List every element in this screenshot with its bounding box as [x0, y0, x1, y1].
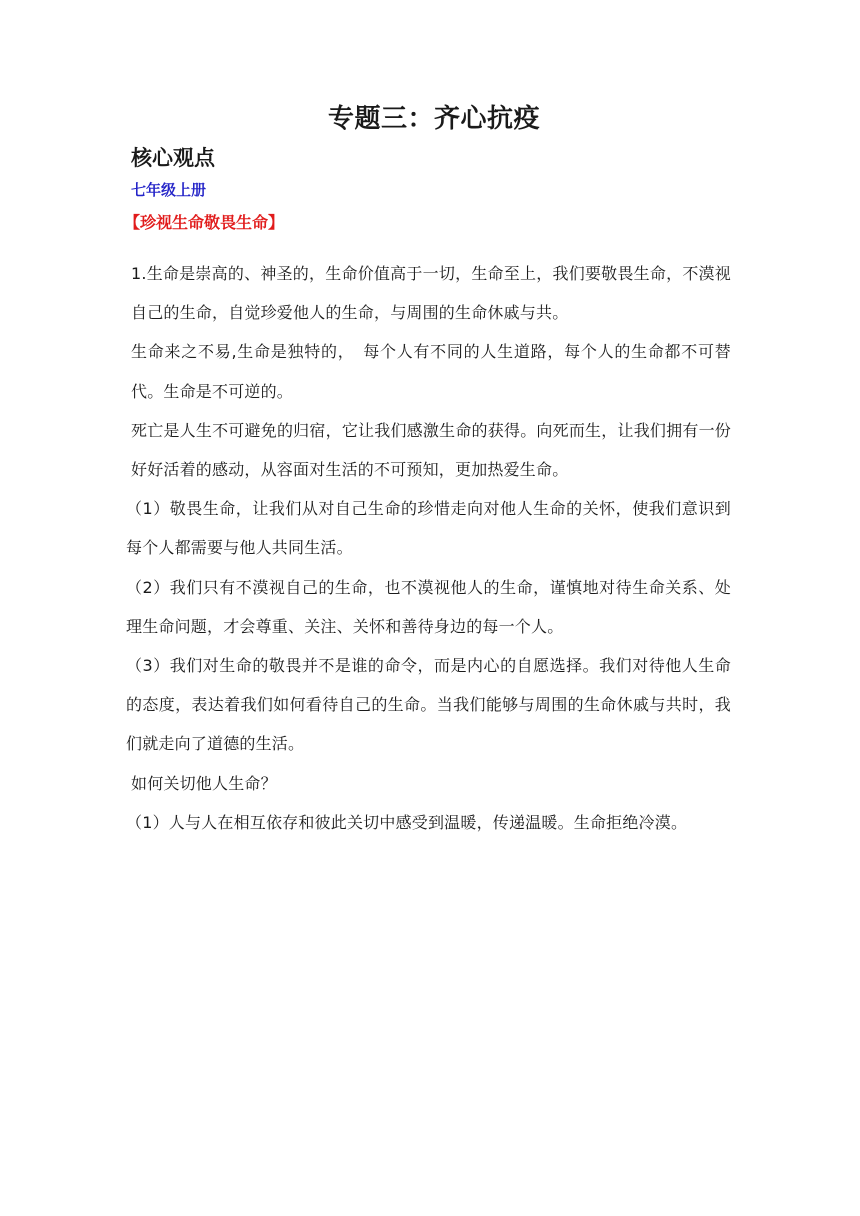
section-heading: 核心观点: [131, 146, 215, 170]
paragraph: 死亡是人生不可避免的归宿，它让我们感激生命的获得。向死而生，让我们拥有一份好好活着的感动，从容面对生活的不可预知，更加热爱生命。: [131, 420, 731, 480]
grade-label: 七年级上册: [131, 181, 207, 199]
document-body: [126, 254, 731, 842]
paragraph: （2）我们只有不漠视自己的生命，也不漠视他人的生命，谨慎地对待生命关系、处理生命问题，才会尊重、关注、关怀和善待身边的每一个人。: [126, 577, 731, 636]
paragraph: （1）敬畏生命，让我们从对自己生命的珍惜走向对他人生命的关怀，使我们意识到每个人都需要与他人共同生活。: [126, 499, 731, 558]
paragraph: 1.生命是崇高的、神圣的，生命价值高于一切，生命至上，我们要敬畏生命，不漠视自己的生命，自觉珍爱他人的生命，与周围的生命休戚与共。: [131, 264, 731, 323]
document-title: 专题三：齐心抗疫: [327, 104, 540, 134]
topic-heading: 【珍视生命敬畏生命】: [124, 213, 285, 232]
paragraph: （3）我们对生命的敬畏并不是谁的命令，而是内心的自愿选择。我们对待他人生命的态度，表达着我们如何看待自己的生命。当我们能够与周围的生命休戚与共时，我们就走向了道德的生活。: [126, 656, 731, 754]
paragraph: 生命来之不易,生命是独特的， 每个人有不同的人生道路，每个人的生命都不可替代。生命是不可逆的。: [131, 342, 731, 401]
paragraph: 如何关切他人生命？: [131, 773, 277, 793]
paragraph: （1）人与人在相互依存和彼此关切中感受到温暖，传递温暖。生命拒绝冷漠。: [126, 812, 688, 832]
